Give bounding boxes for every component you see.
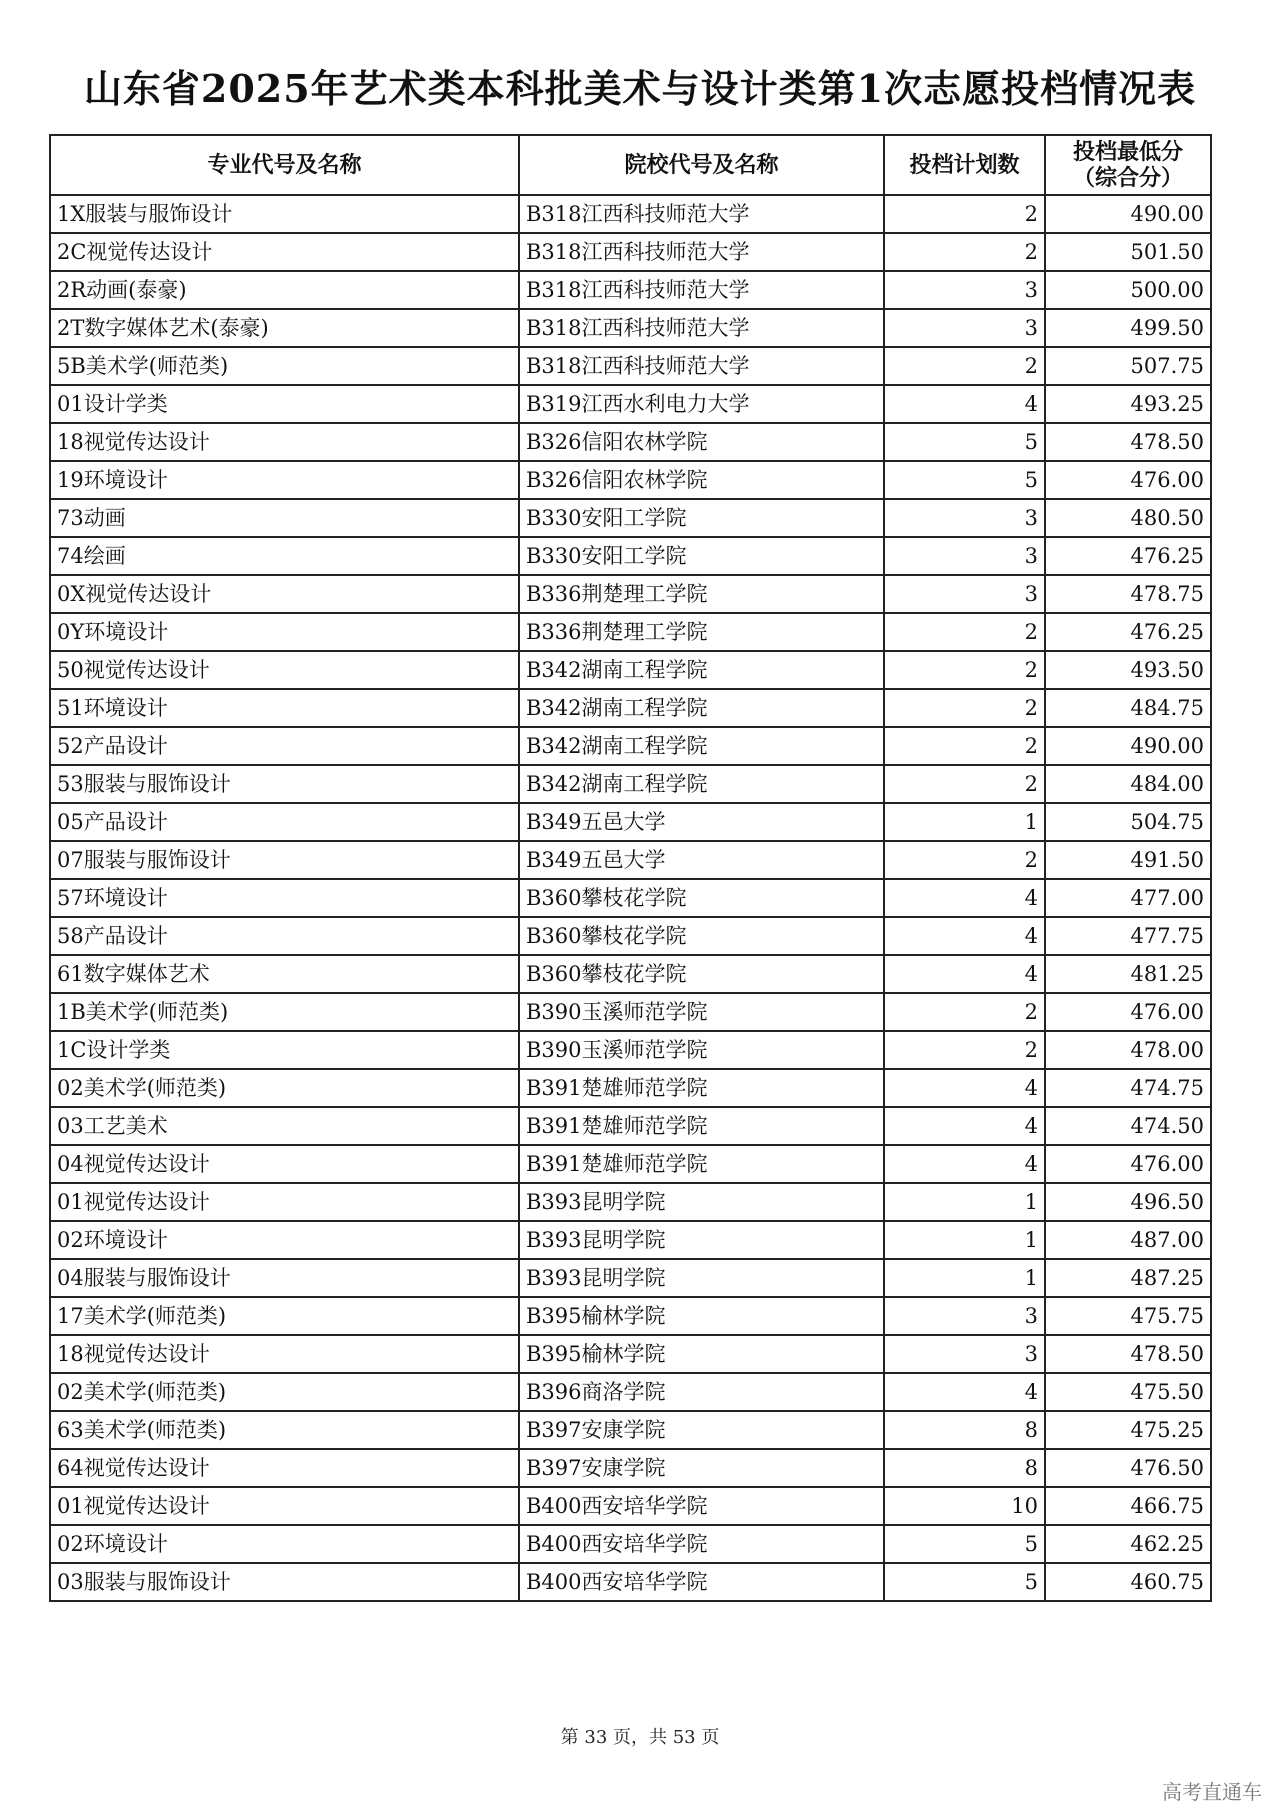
cell-plan: 8: [884, 1411, 1045, 1449]
cell-major: 02环境设计: [50, 1221, 519, 1259]
cell-plan: 2: [884, 1031, 1045, 1069]
cell-school: B342湖南工程学院: [519, 727, 884, 765]
cell-min-score: 487.00: [1045, 1221, 1211, 1259]
cell-school: B318江西科技师范大学: [519, 347, 884, 385]
table-row: [50, 1487, 1211, 1525]
cell-major: 05产品设计: [50, 803, 519, 841]
cell-school: B400西安培华学院: [519, 1525, 884, 1563]
cell-min-score: 484.00: [1045, 765, 1211, 803]
cell-school: B318江西科技师范大学: [519, 233, 884, 271]
cell-min-score: 481.25: [1045, 955, 1211, 993]
page-title: 山东省2025年艺术类本科批美术与设计类第1次志愿投档情况表: [83, 66, 1197, 111]
table-row: [50, 1297, 1211, 1335]
cell-school: B400西安培华学院: [519, 1487, 884, 1525]
table-row: [50, 1107, 1211, 1145]
cell-major: 02环境设计: [50, 1525, 519, 1563]
cell-plan: 5: [884, 423, 1045, 461]
cell-major: 0Y环境设计: [50, 613, 519, 651]
table-row: [50, 233, 1211, 271]
cell-school: B395榆林学院: [519, 1335, 884, 1373]
table-row: [50, 1411, 1211, 1449]
table-row: [50, 689, 1211, 727]
table-row: [50, 423, 1211, 461]
cell-min-score: 475.50: [1045, 1373, 1211, 1411]
table-row: [50, 1259, 1211, 1297]
table-row: [50, 1221, 1211, 1259]
cell-school: B349五邑大学: [519, 803, 884, 841]
cell-major: 01视觉传达设计: [50, 1487, 519, 1525]
cell-plan: 2: [884, 765, 1045, 803]
cell-school: B319江西水利电力大学: [519, 385, 884, 423]
cell-major: 2T数字媒体艺术(泰豪): [50, 309, 519, 347]
table-row: [50, 271, 1211, 309]
cell-major: 19环境设计: [50, 461, 519, 499]
cell-school: B360攀枝花学院: [519, 879, 884, 917]
table-row: [50, 727, 1211, 765]
cell-major: 18视觉传达设计: [50, 1335, 519, 1373]
table-row: [50, 651, 1211, 689]
cell-min-score: 500.00: [1045, 271, 1211, 309]
cell-plan: 4: [884, 879, 1045, 917]
cell-plan: 1: [884, 1259, 1045, 1297]
cell-school: B318江西科技师范大学: [519, 271, 884, 309]
table-row: [50, 1525, 1211, 1563]
cell-school: B342湖南工程学院: [519, 689, 884, 727]
cell-school: B397安康学院: [519, 1449, 884, 1487]
cell-plan: 4: [884, 385, 1045, 423]
table-row: [50, 575, 1211, 613]
table-row: [50, 461, 1211, 499]
table-row: [50, 195, 1211, 233]
cell-min-score: 491.50: [1045, 841, 1211, 879]
table-row: [50, 1373, 1211, 1411]
cell-plan: 2: [884, 689, 1045, 727]
table-row: [50, 803, 1211, 841]
cell-min-score: 466.75: [1045, 1487, 1211, 1525]
cell-school: B395榆林学院: [519, 1297, 884, 1335]
cell-school: B393昆明学院: [519, 1221, 884, 1259]
table-row: [50, 499, 1211, 537]
cell-school: B326信阳农林学院: [519, 461, 884, 499]
cell-plan: 1: [884, 803, 1045, 841]
cell-plan: 4: [884, 917, 1045, 955]
watermark: 高考直通车: [1162, 1780, 1262, 1804]
cell-plan: 5: [884, 1525, 1045, 1563]
cell-min-score: 476.00: [1045, 1145, 1211, 1183]
cell-min-score: 476.25: [1045, 537, 1211, 575]
cell-major: 02美术学(师范类): [50, 1069, 519, 1107]
cell-min-score: 474.50: [1045, 1107, 1211, 1145]
cell-min-score: 476.50: [1045, 1449, 1211, 1487]
header-plan: 投档计划数: [884, 135, 1045, 195]
cell-school: B318江西科技师范大学: [519, 195, 884, 233]
cell-plan: 4: [884, 1107, 1045, 1145]
table-row: [50, 841, 1211, 879]
cell-plan: 5: [884, 1563, 1045, 1601]
table-header-row: [50, 135, 1211, 195]
cell-min-score: 478.75: [1045, 575, 1211, 613]
cell-school: B391楚雄师范学院: [519, 1145, 884, 1183]
cell-min-score: 507.75: [1045, 347, 1211, 385]
cell-major: 73动画: [50, 499, 519, 537]
admission-table: [49, 134, 1212, 1602]
table-row: [50, 1069, 1211, 1107]
cell-plan: 2: [884, 841, 1045, 879]
table-row: [50, 309, 1211, 347]
cell-school: B336荆楚理工学院: [519, 613, 884, 651]
cell-major: 01视觉传达设计: [50, 1183, 519, 1221]
cell-major: 03服装与服饰设计: [50, 1563, 519, 1601]
cell-school: B393昆明学院: [519, 1259, 884, 1297]
table-row: [50, 993, 1211, 1031]
cell-plan: 2: [884, 727, 1045, 765]
cell-major: 61数字媒体艺术: [50, 955, 519, 993]
cell-min-score: 493.50: [1045, 651, 1211, 689]
cell-major: 63美术学(师范类): [50, 1411, 519, 1449]
table-row: [50, 347, 1211, 385]
cell-plan: 3: [884, 1335, 1045, 1373]
cell-min-score: 475.75: [1045, 1297, 1211, 1335]
cell-major: 50视觉传达设计: [50, 651, 519, 689]
cell-school: B391楚雄师范学院: [519, 1069, 884, 1107]
cell-school: B390玉溪师范学院: [519, 1031, 884, 1069]
cell-plan: 1: [884, 1221, 1045, 1259]
cell-plan: 2: [884, 651, 1045, 689]
table-row: [50, 1335, 1211, 1373]
cell-plan: 3: [884, 575, 1045, 613]
table-row: [50, 385, 1211, 423]
cell-major: 2C视觉传达设计: [50, 233, 519, 271]
cell-major: 01设计学类: [50, 385, 519, 423]
cell-min-score: 476.00: [1045, 461, 1211, 499]
cell-school: B397安康学院: [519, 1411, 884, 1449]
cell-major: 64视觉传达设计: [50, 1449, 519, 1487]
cell-school: B326信阳农林学院: [519, 423, 884, 461]
cell-min-score: 499.50: [1045, 309, 1211, 347]
cell-plan: 10: [884, 1487, 1045, 1525]
table-row: [50, 879, 1211, 917]
cell-major: 0X视觉传达设计: [50, 575, 519, 613]
cell-min-score: 496.50: [1045, 1183, 1211, 1221]
cell-plan: 1: [884, 1183, 1045, 1221]
table-row: [50, 955, 1211, 993]
header-min-score: [1045, 135, 1211, 195]
cell-major: 18视觉传达设计: [50, 423, 519, 461]
cell-plan: 3: [884, 499, 1045, 537]
table-row: [50, 1563, 1211, 1601]
cell-school: B318江西科技师范大学: [519, 309, 884, 347]
cell-min-score: 487.25: [1045, 1259, 1211, 1297]
cell-school: B360攀枝花学院: [519, 917, 884, 955]
cell-plan: 3: [884, 271, 1045, 309]
cell-min-score: 504.75: [1045, 803, 1211, 841]
cell-major: 51环境设计: [50, 689, 519, 727]
cell-plan: 3: [884, 537, 1045, 575]
page-footer: 第 33 页，共 53 页: [560, 1727, 720, 1748]
cell-major: 74绘画: [50, 537, 519, 575]
cell-min-score: 460.75: [1045, 1563, 1211, 1601]
cell-major: 1C设计学类: [50, 1031, 519, 1069]
cell-min-score: 476.25: [1045, 613, 1211, 651]
cell-min-score: 490.00: [1045, 195, 1211, 233]
cell-plan: 4: [884, 1145, 1045, 1183]
cell-major: 1B美术学(师范类): [50, 993, 519, 1031]
cell-min-score: 478.50: [1045, 423, 1211, 461]
cell-major: 17美术学(师范类): [50, 1297, 519, 1335]
cell-min-score: 477.00: [1045, 879, 1211, 917]
cell-major: 07服装与服饰设计: [50, 841, 519, 879]
cell-min-score: 478.50: [1045, 1335, 1211, 1373]
table-row: [50, 1449, 1211, 1487]
cell-min-score: 477.75: [1045, 917, 1211, 955]
cell-major: 58产品设计: [50, 917, 519, 955]
cell-plan: 2: [884, 993, 1045, 1031]
cell-plan: 3: [884, 1297, 1045, 1335]
cell-school: B396商洛学院: [519, 1373, 884, 1411]
cell-plan: 5: [884, 461, 1045, 499]
cell-major: 57环境设计: [50, 879, 519, 917]
cell-major: 02美术学(师范类): [50, 1373, 519, 1411]
cell-min-score: 493.25: [1045, 385, 1211, 423]
cell-major: 2R动画(泰豪): [50, 271, 519, 309]
cell-plan: 4: [884, 1069, 1045, 1107]
cell-plan: 3: [884, 309, 1045, 347]
cell-min-score: 480.50: [1045, 499, 1211, 537]
cell-min-score: 462.25: [1045, 1525, 1211, 1563]
cell-min-score: 475.25: [1045, 1411, 1211, 1449]
cell-school: B393昆明学院: [519, 1183, 884, 1221]
table-row: [50, 1183, 1211, 1221]
cell-plan: 4: [884, 1373, 1045, 1411]
cell-plan: 2: [884, 613, 1045, 651]
cell-major: 04视觉传达设计: [50, 1145, 519, 1183]
cell-major: 1X服装与服饰设计: [50, 195, 519, 233]
cell-plan: 8: [884, 1449, 1045, 1487]
cell-min-score: 478.00: [1045, 1031, 1211, 1069]
cell-min-score: 474.75: [1045, 1069, 1211, 1107]
cell-school: B400西安培华学院: [519, 1563, 884, 1601]
cell-school: B349五邑大学: [519, 841, 884, 879]
cell-min-score: 490.00: [1045, 727, 1211, 765]
cell-min-score: 484.75: [1045, 689, 1211, 727]
header-min-score-line1: 投档最低分: [1072, 139, 1183, 165]
cell-plan: 2: [884, 233, 1045, 271]
cell-school: B336荆楚理工学院: [519, 575, 884, 613]
cell-school: B342湖南工程学院: [519, 651, 884, 689]
cell-major: 52产品设计: [50, 727, 519, 765]
cell-school: B342湖南工程学院: [519, 765, 884, 803]
cell-school: B330安阳工学院: [519, 499, 884, 537]
cell-major: 5B美术学(师范类): [50, 347, 519, 385]
cell-school: B360攀枝花学院: [519, 955, 884, 993]
cell-plan: 2: [884, 195, 1045, 233]
header-min-score-line2: （综合分）: [1072, 165, 1183, 191]
table-row: [50, 765, 1211, 803]
cell-school: B391楚雄师范学院: [519, 1107, 884, 1145]
table-row: [50, 613, 1211, 651]
cell-major: 53服装与服饰设计: [50, 765, 519, 803]
cell-school: B390玉溪师范学院: [519, 993, 884, 1031]
header-school: 院校代号及名称: [519, 135, 884, 195]
table-row: [50, 1145, 1211, 1183]
cell-major: 03工艺美术: [50, 1107, 519, 1145]
cell-major: 04服装与服饰设计: [50, 1259, 519, 1297]
cell-plan: 4: [884, 955, 1045, 993]
cell-min-score: 476.00: [1045, 993, 1211, 1031]
table-row: [50, 917, 1211, 955]
table-row: [50, 537, 1211, 575]
cell-min-score: 501.50: [1045, 233, 1211, 271]
cell-plan: 2: [884, 347, 1045, 385]
header-major: 专业代号及名称: [50, 135, 519, 195]
cell-school: B330安阳工学院: [519, 537, 884, 575]
table-row: [50, 1031, 1211, 1069]
